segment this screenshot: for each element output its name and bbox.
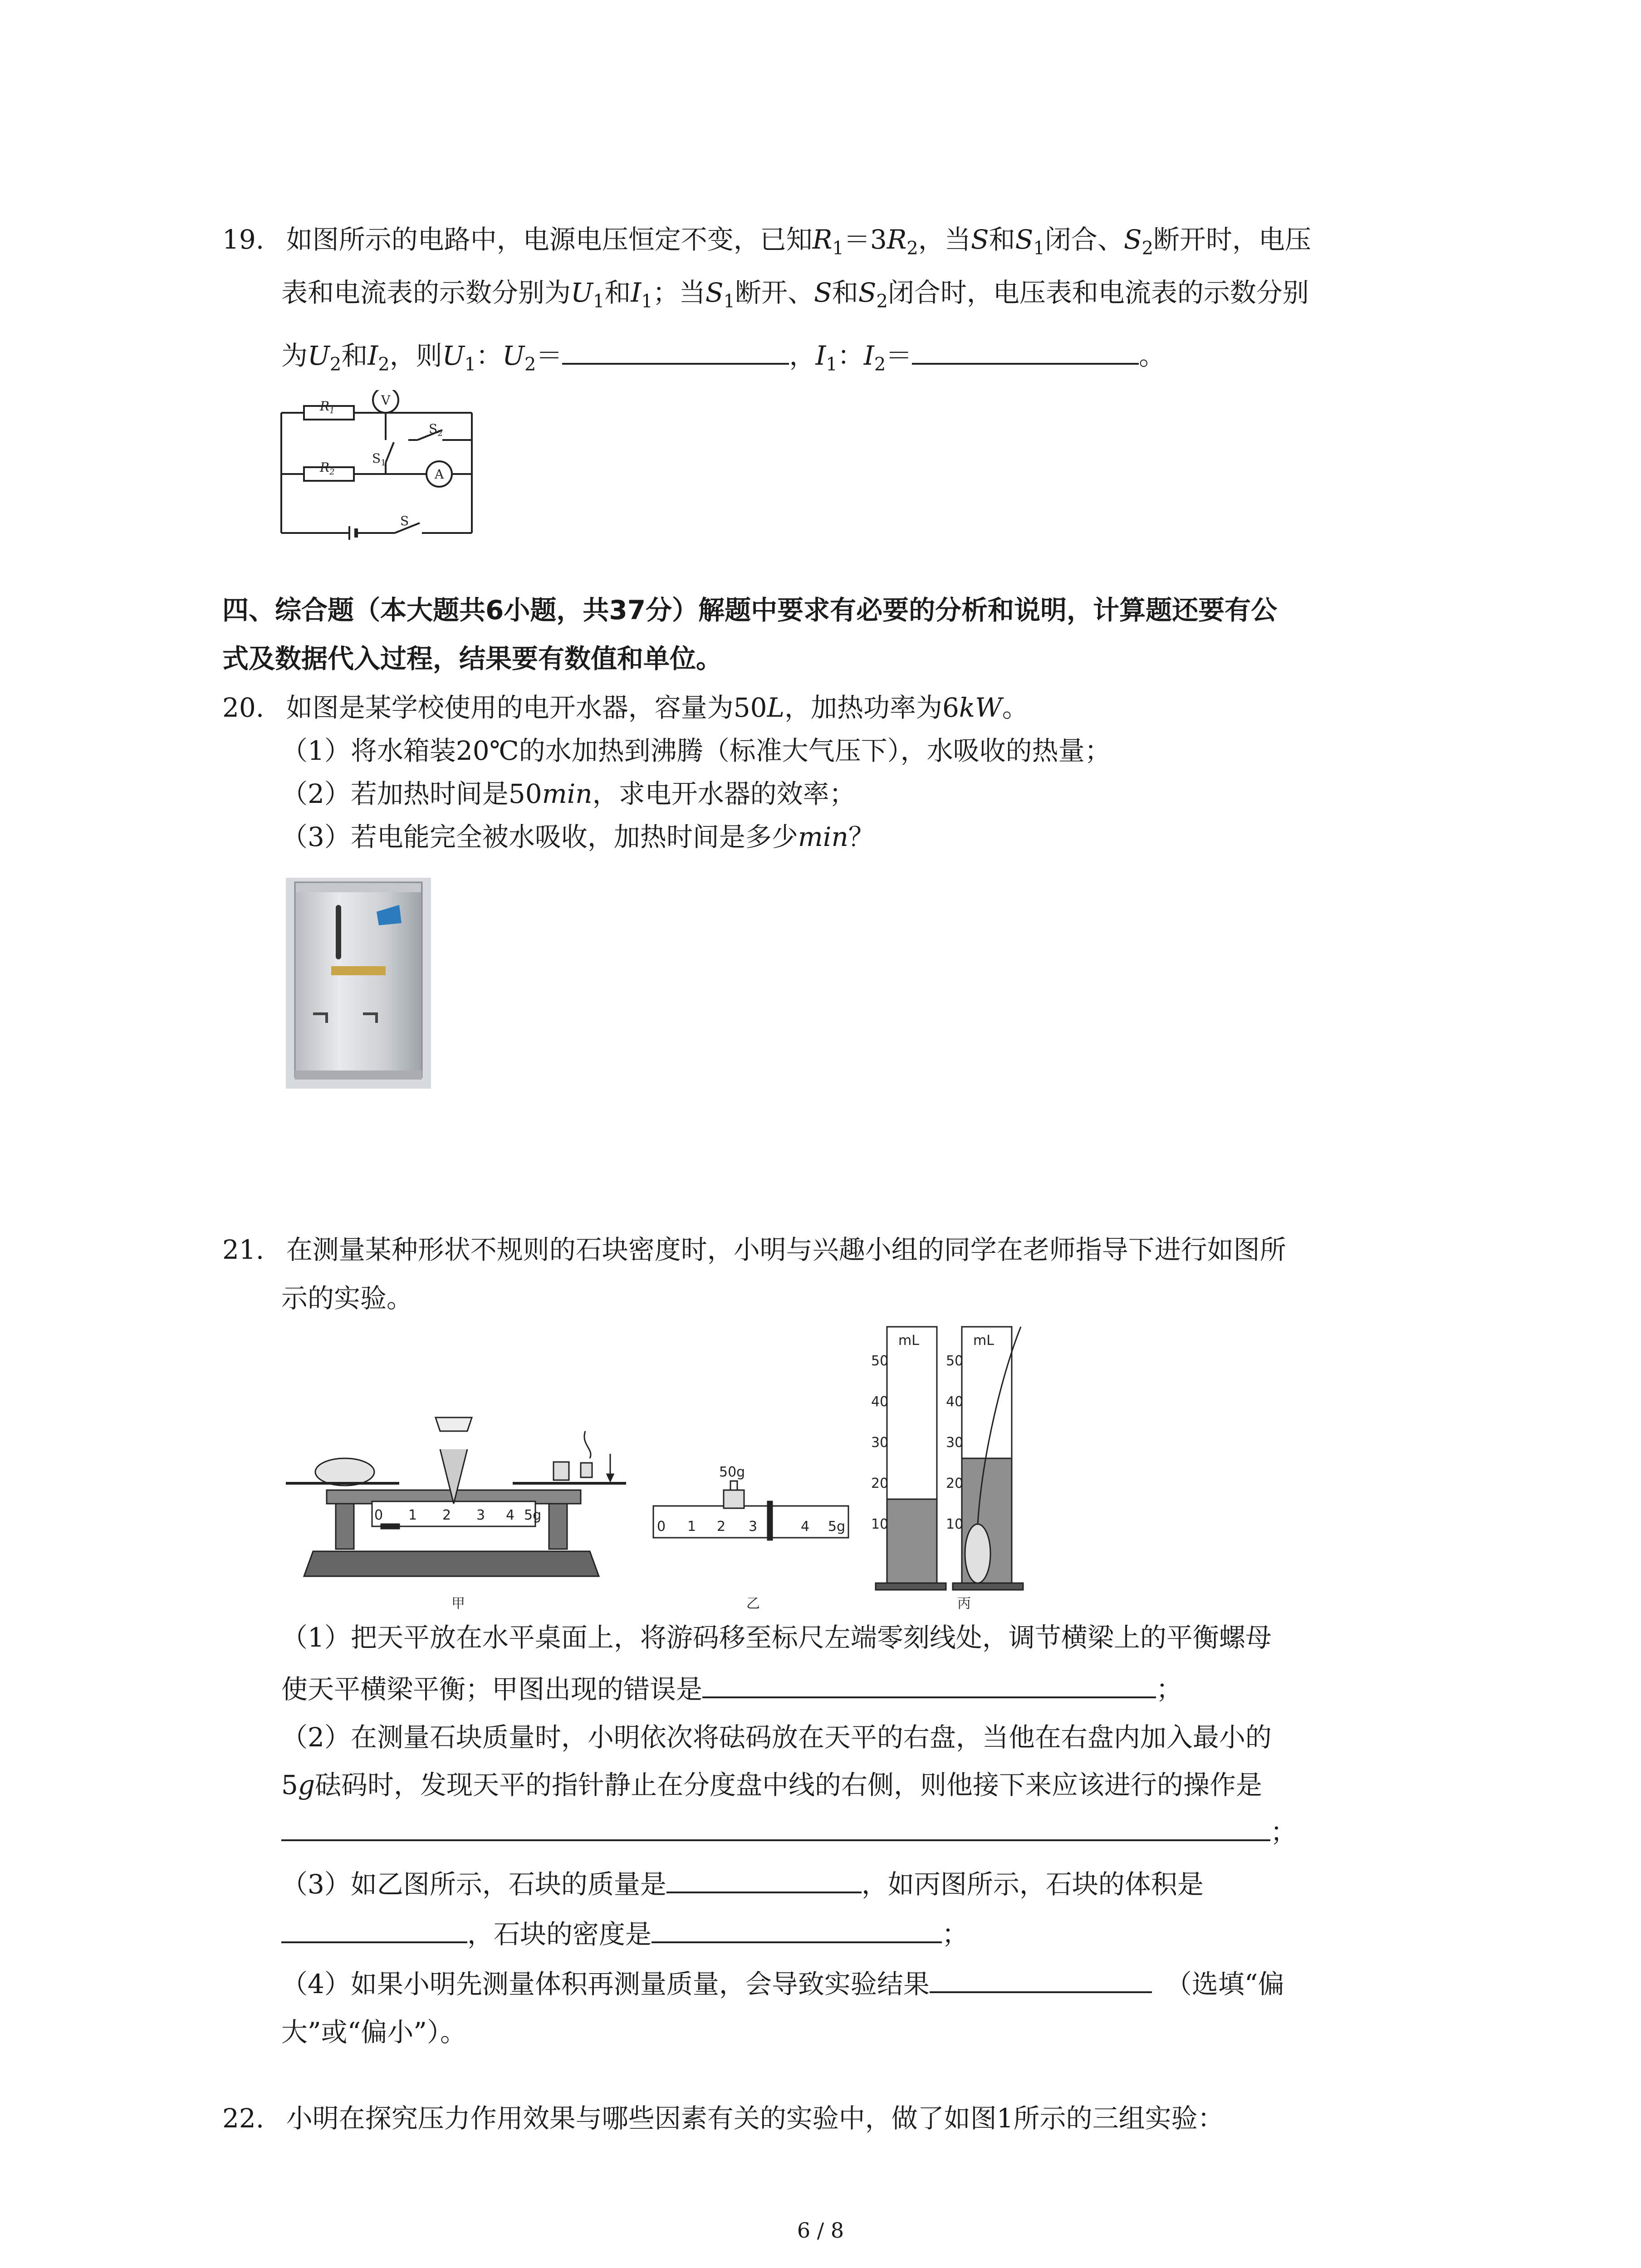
q20-text: 。 — [1002, 692, 1029, 723]
q19-text: 和 — [604, 277, 631, 308]
q21-text: ； — [1156, 1674, 1183, 1705]
section-heading: 式及数据代入过程，结果要有数值和单位。 — [222, 643, 723, 674]
svg-text:2: 2 — [442, 1507, 451, 1523]
section-heading: 四、综合题（本大题共6小题，共37分）解题中要求有必要的分析和说明，计算题还要有公 — [222, 595, 1278, 626]
cylinder-unit: mL — [973, 1333, 994, 1349]
s2-symbol: S — [858, 277, 877, 308]
svg-text:4: 4 — [506, 1507, 515, 1523]
q21-text: （3）如乙图所示，石块的质量是 — [281, 1869, 666, 1900]
q19-text: 断开时，电压 — [1153, 224, 1312, 255]
r2-symbol: R — [887, 224, 907, 255]
q21-p2-line-1: （2）在测量石块质量时，小明依次将砝码放在天平的右盘，当他在右盘内加入最小的 — [281, 1722, 1272, 1753]
i2-sub: 2 — [378, 354, 390, 375]
label-bing: 丙 — [957, 1596, 971, 1612]
u2-sub: 2 — [524, 354, 536, 375]
label-yi: 乙 — [746, 1596, 760, 1612]
weight-label: 50g — [719, 1464, 745, 1480]
svg-text:2: 2 — [717, 1519, 726, 1535]
question-number: 21. — [222, 1234, 265, 1265]
svg-text:10: 10 — [946, 1516, 964, 1532]
q21-text: ； — [1270, 1817, 1297, 1848]
colon: ： — [476, 340, 503, 371]
water-heater-image — [286, 878, 431, 1089]
q21-p4-line-2: 大”或“偏小”）。 — [281, 2017, 466, 2048]
q21-text: 在测量某种形状不规则的石块密度时，小明与兴趣小组的同学在老师指导下进行如图所 — [286, 1234, 1286, 1265]
s2-sub: 2 — [1141, 238, 1154, 259]
q19-text: 断开、 — [735, 277, 814, 308]
svg-text:40: 40 — [946, 1394, 964, 1410]
svg-text:0: 0 — [374, 1507, 383, 1523]
r1-symbol: R — [812, 224, 833, 255]
answer-blank-bias[interactable] — [930, 1964, 1152, 1993]
q21-text: ，如丙图所示，石块的体积是 — [861, 1869, 1204, 1900]
q19-line-2 — [281, 274, 1309, 320]
cylinder-unit: mL — [898, 1333, 919, 1349]
q19-text: ，则 — [389, 340, 442, 371]
circuit-label-v: V — [381, 393, 391, 408]
answer-blank-density[interactable] — [652, 1914, 942, 1943]
r1-sub: 1 — [832, 238, 844, 259]
svg-text:40: 40 — [871, 1394, 889, 1410]
circuit-label-r2: $R_2$ — [320, 460, 335, 477]
s-symbol: S — [970, 224, 989, 255]
q19-text: 闭合时，电压表和电流表的示数分别 — [887, 277, 1309, 308]
svg-text:30: 30 — [871, 1435, 889, 1451]
unit-min: min — [798, 821, 848, 852]
svg-text:3: 3 — [476, 1507, 485, 1523]
svg-text:0: 0 — [657, 1519, 666, 1535]
i2-sub: 2 — [874, 354, 886, 375]
answer-blank-mass[interactable] — [666, 1864, 862, 1893]
q20-sub-1: （1）将水箱装20℃的水加热到沸腾（标准大气压下），水吸收的热量； — [281, 735, 1111, 766]
circuit-label-r1: $R_1$ — [320, 399, 335, 415]
q20-sub-3 — [281, 819, 875, 855]
q19-text: 为 — [281, 340, 308, 371]
q20-line-1 — [222, 689, 1029, 726]
q21-p3-line-2 — [281, 1914, 968, 1952]
equals: ＝ — [536, 340, 563, 371]
svg-text:5g: 5g — [828, 1519, 846, 1535]
i1-sub: 1 — [826, 354, 838, 375]
svg-text:50: 50 — [871, 1353, 889, 1369]
i2-symbol: I — [367, 340, 378, 371]
s1-symbol: S — [705, 277, 724, 308]
answer-blank-volume[interactable] — [281, 1914, 467, 1943]
svg-text:50: 50 — [946, 1353, 964, 1369]
u1-sub: 1 — [464, 354, 476, 375]
q21-line-2: 示的实验。 — [281, 1283, 413, 1314]
q19-line-3 — [281, 336, 1165, 383]
q20-text: （3）若电能完全被水吸收，加热时间是多少 — [281, 821, 798, 852]
equals: ＝ — [886, 340, 912, 371]
circuit-label-a: A — [435, 467, 444, 482]
svg-text:20: 20 — [871, 1476, 889, 1491]
q19-text: 和 — [832, 277, 858, 308]
question-number: 20. — [222, 692, 265, 723]
q19-text: 和 — [989, 224, 1015, 255]
svg-text:1: 1 — [687, 1519, 696, 1535]
q21-p2-line-2 — [281, 1767, 1262, 1803]
q21-p1-line-2 — [281, 1669, 1182, 1707]
u2-symbol: U — [502, 340, 525, 371]
i1-symbol: I — [815, 340, 826, 371]
u2-sub: 2 — [329, 354, 342, 375]
s2-sub: 2 — [876, 291, 888, 312]
q21-text: 砝码时，发现天平的指针静止在分度盘中线的右侧，则他接下来应该进行的操作是 — [315, 1769, 1263, 1800]
equals: ＝3 — [843, 224, 887, 255]
s-symbol: S — [813, 277, 832, 308]
q20-text: （2）若加热时间是50 — [281, 778, 542, 809]
unit-g: g — [298, 1769, 315, 1800]
period: 。 — [1139, 340, 1166, 371]
q19-text: ；当 — [652, 277, 705, 308]
circuit-label-s2: $S_2$ — [429, 421, 443, 438]
r2-sub: 2 — [906, 238, 918, 259]
q20-text: ，求电开水器的效率； — [592, 778, 856, 809]
q19-text: 闭合、 — [1044, 224, 1124, 255]
circuit-label-s: S — [400, 513, 409, 528]
colon: ： — [837, 340, 864, 371]
q21-text: （4）如果小明先测量体积再测量质量，会导致实验结果 — [281, 1969, 930, 1999]
q21-text: 使天平横梁平衡；甲图出现的错误是 — [281, 1674, 703, 1705]
q21-text: ，石块的密度是 — [467, 1919, 652, 1950]
s1-sub: 1 — [1033, 238, 1045, 259]
answer-blank-u-ratio[interactable] — [562, 336, 789, 365]
balance-experiment-figure — [277, 1318, 1075, 1617]
u1-symbol: U — [571, 277, 593, 308]
unit-l: L — [767, 692, 785, 723]
svg-text:5g: 5g — [524, 1507, 542, 1523]
u1-sub: 1 — [593, 291, 605, 312]
q19-text: 如图所示的电路中，电源电压恒定不变，已知 — [286, 224, 813, 255]
question-number: 19. — [222, 224, 265, 255]
q21-p4-line-1 — [281, 1964, 1284, 2002]
q22-line-1 — [222, 2100, 1224, 2136]
unit-kw: kW — [959, 692, 1002, 723]
q19-text: 表和电流表的示数分别为 — [281, 277, 571, 308]
q21-p3-line-1 — [281, 1864, 1204, 1902]
q21-p2-line-3 — [281, 1812, 1297, 1850]
page-number: 6 / 8 — [797, 2218, 844, 2243]
svg-text:4: 4 — [801, 1519, 810, 1535]
q19-line-1 — [222, 221, 1311, 267]
q21-text: 5 — [281, 1769, 298, 1800]
svg-text:30: 30 — [946, 1435, 964, 1451]
q19-text: ，当 — [918, 224, 971, 255]
q20-sub-2 — [281, 776, 856, 812]
circuit-diagram — [272, 390, 490, 540]
answer-blank-operation[interactable] — [281, 1812, 1270, 1841]
i1-symbol: I — [631, 277, 642, 308]
answer-blank-i-ratio[interactable] — [912, 336, 1139, 365]
i2-symbol: I — [863, 340, 874, 371]
comma: ， — [789, 340, 816, 371]
svg-text:10: 10 — [871, 1516, 889, 1532]
s1-symbol: S — [1015, 224, 1034, 255]
q20-text: ？ — [848, 821, 875, 852]
u2-symbol: U — [308, 340, 330, 371]
svg-text:1: 1 — [408, 1507, 417, 1523]
q21-p1-line-1: （1）把天平放在水平桌面上，将游码移至标尺左端零刻线处，调节横梁上的平衡螺母 — [281, 1622, 1272, 1653]
u1-symbol: U — [442, 340, 465, 371]
svg-text:20: 20 — [946, 1476, 964, 1491]
q21-text: ； — [942, 1919, 969, 1950]
q20-text: ，加热功率为6 — [784, 692, 959, 723]
unit-min: min — [542, 778, 593, 809]
q22-text: 小明在探究压力作用效果与哪些因素有关的实验中，做了如图1所示的三组实验： — [286, 2103, 1224, 2134]
s1-sub: 1 — [723, 291, 735, 312]
label-jia: 甲 — [451, 1596, 465, 1612]
question-number: 22. — [222, 2103, 265, 2134]
answer-blank-error[interactable] — [702, 1669, 1156, 1698]
q21-line-1 — [222, 1232, 1286, 1268]
q21-text: （选填“偏 — [1165, 1969, 1284, 1999]
circuit-label-s1: $S_1$ — [372, 451, 386, 468]
s2-symbol: S — [1123, 224, 1142, 255]
q20-text: 如图是某学校使用的电开水器，容量为50 — [286, 692, 767, 723]
svg-text:3: 3 — [749, 1519, 758, 1535]
q19-text: 和 — [341, 340, 368, 371]
i1-sub: 1 — [641, 291, 653, 312]
